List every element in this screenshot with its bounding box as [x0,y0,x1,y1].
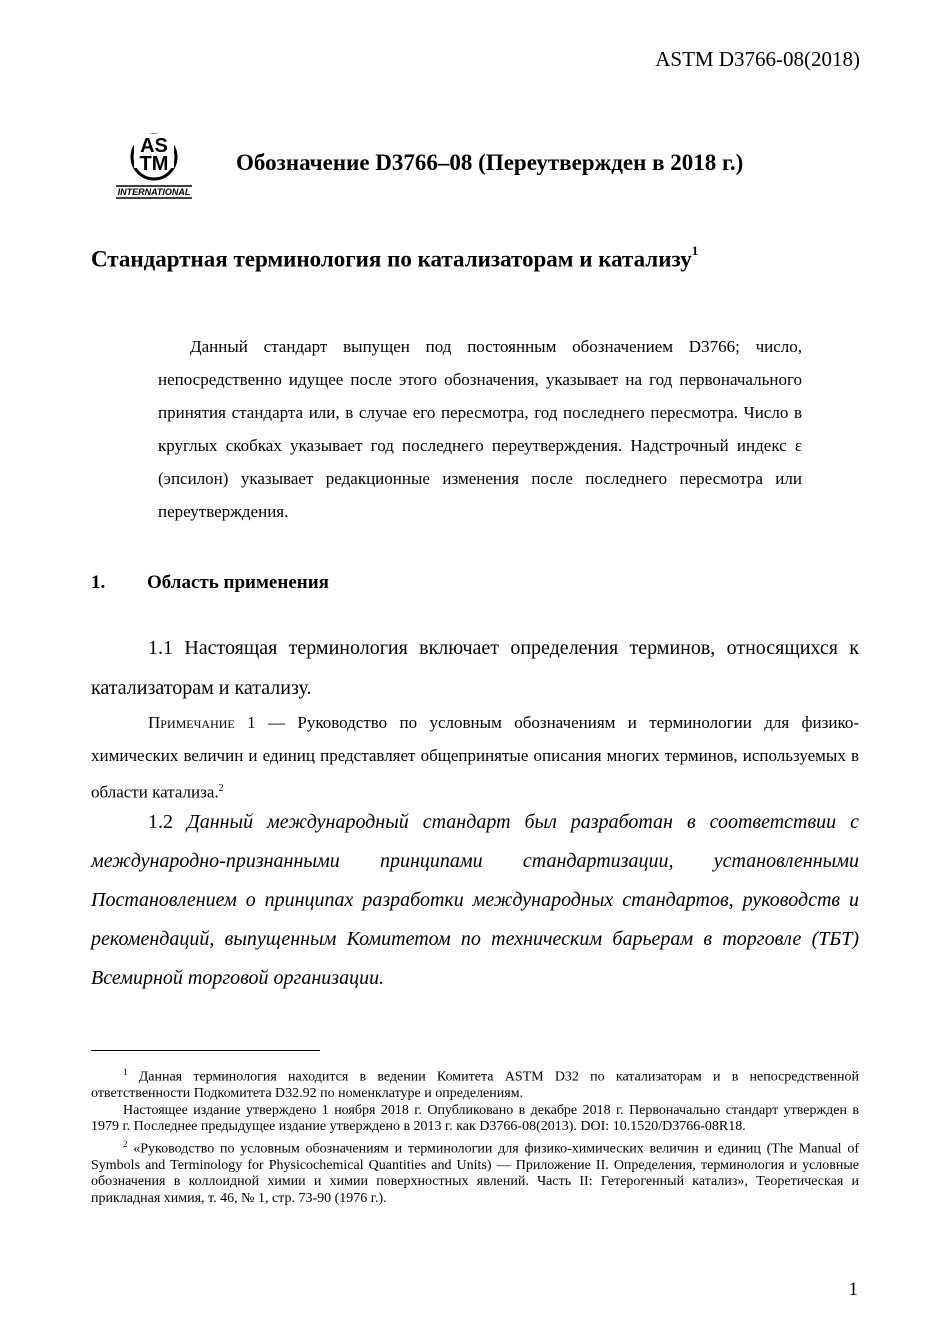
page-number: 1 [848,1279,858,1300]
astm-international-logo [112,130,196,200]
footnote-1-ref: 1 [123,1067,128,1077]
document-title [91,243,699,273]
document-code: ASTM D3766-08(2018) [655,47,860,71]
paragraph-number: 1.2 [148,811,173,833]
intro-paragraph: Данный стандарт выпущен под постоянным обозначением D3766; число, непосредственно идущее после этого обозначения, указывает на год первоначального принятия стандарта или, в случае его пересмотра, год последнего пересмотра. Число в круглых скобках указывает год последнего переутверждения. Надстрочный индекс ε (эпсилон) указывает редакционные изменения после последнего пересмотра или переутверждения. [158,337,802,521]
svg-text:TM: TM [139,153,169,175]
section-number: 1. [91,572,106,593]
designation-heading: Обозначение D3766–08 (Переутвержден в 2018 г.) [236,150,744,175]
note-footnote-ref: 2 [218,783,224,794]
paragraph-text: Данный международный стандарт был разработан в соответствии с международно-признанными принципами стандартизации, установленными Постановлением о принципах разработки международных стандартов, руководств и рекомендаций, выпущенным Комитетом по техническим барьерам в торговле (ТБТ) Всемирной торговой организации. [91,811,859,989]
paragraph-1-1 [91,628,859,708]
logo-text: INTERNATIONAL [117,187,191,197]
title-text: Стандартная терминология по катализаторам и катализу [91,246,692,272]
note-text: — Руководство по условным обозначениям и терминологии для физико-химических величин и единиц представляет общепринятые описания многих терминов, используемых в области катализа. [91,713,860,802]
footnote-1 [91,1064,859,1103]
paragraph-text: Настоящая терминология включает определения терминов, относящихся к катализаторам и катализу. [91,637,859,699]
section-title: Область применения [147,572,329,593]
footnote-2-ref: 2 [123,1138,128,1149]
note-label: Примечание 1 [148,713,256,732]
astm-logo-icon [112,130,196,200]
footnote-divider [91,1050,320,1051]
paragraph-number: 1.1 [148,637,173,659]
footnote-2-text: «Руководство по условным обозначениям и терминологии для физико-химических величин и единиц (The Manual of Symbols and Terminology for Physicochemical Quantities and Units) — Приложение II. Определения, терминология и условные обозначения в коллоидной химии и химии поверхностных явлений. Часть II: Гетерогенный катализ», Теоретическая и прикладная химия, т. 46, № 1, стр. 73-90 (1976 г.). [91,1141,859,1206]
footnote-1-text: Данная терминология находится в ведении Комитета ASTM D32 по катализаторам и в непосредственной ответственности Подкомитета D32.92 по номенклатуре и определениям. [91,1069,859,1102]
note-1 [91,706,859,809]
footnotes [91,1064,859,1207]
footnote-1-edition: Настоящее издание утверждено 1 ноября 2018 г. Опубликовано в декабре 2018 г. Первоначально стандарт утвержден в 1979 г. Последнее предыдущее издание утверждено в 2013 г. как D3766-08(2013). DOI: 10.1520/D3766-08R18. [91,1102,859,1135]
svg-text:AS: AS [140,135,168,157]
paragraph-1-2 [91,803,859,998]
footnote-2 [91,1136,859,1208]
title-footnote-ref: 1 [691,243,699,258]
